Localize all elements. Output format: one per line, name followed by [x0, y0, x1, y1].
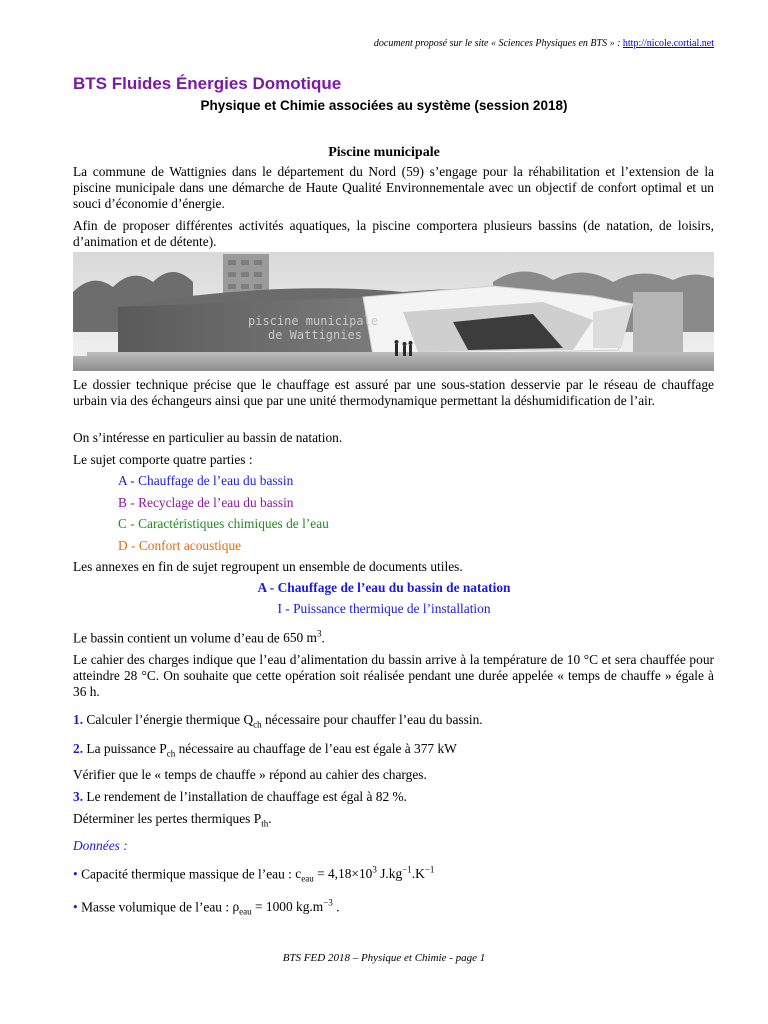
question-2-verify: Vérifier que le « temps de chauffe » répond au cahier des charges. — [73, 767, 427, 782]
density-period: . — [336, 899, 340, 915]
question-2-text-b: nécessaire au chauffage de l’eau est égale à 377 kW — [178, 741, 457, 756]
technical-paragraph: Le dossier technique précise que le chauffage est assuré par une sous-station desservie par le réseau de chauffage urbain via des échangeurs ainsi que par une unité thermodynamique permettant la déshumidification de l’air. — [73, 377, 714, 408]
pool-sign-line1: piscine municipale — [248, 314, 379, 328]
question-1-text-a: Calculer l’énergie thermique — [86, 712, 241, 727]
intro-paragraph: La commune de Wattignies dans le département du Nord (59) s’engage pour la réhabilitation et l’extension de la piscine municipale dans une démarche de Haute Qualité Environnementale avec un objectif de confort optimal et un souci d’économie d’énergie. — [73, 164, 714, 211]
spec-text-c: . On souhaite que cette opération soit réalisée pendant une durée appelée « temps de chauffe » égale à 36 h. — [73, 668, 714, 699]
heat-capacity-value: $c_{eau} = 4,18\times 10^3$ $J.kg^{-1}.K^{-1}$ — [295, 865, 435, 885]
question-1-number: 1. — [73, 712, 84, 727]
page-title: Piscine municipale — [328, 145, 440, 160]
data-heat-capacity — [73, 862, 714, 887]
pool-building-photo — [73, 252, 714, 371]
part-d-label: D - Confort acoustique — [118, 538, 242, 553]
energy-symbol: $Q_{ch}$ — [243, 712, 262, 730]
pool-sign-line2: de Wattignies — [268, 328, 362, 342]
power-symbol: $P_{ch}$ — [159, 741, 176, 759]
volume-value: 650 $m^3$ — [283, 629, 322, 646]
question-2-number: 2. — [73, 741, 84, 756]
question-3-number: 3. — [73, 789, 84, 804]
question-3-period: . — [268, 811, 272, 826]
parts-intro: Le sujet comporte quatre parties : — [73, 452, 253, 467]
specification-paragraph — [73, 652, 714, 700]
question-1-text-b: nécessaire pour chauffer l’eau du bassin. — [264, 712, 483, 727]
question-3-determine — [73, 811, 714, 832]
header-note-text: document proposé sur le site « Sciences Physiques en BTS » : — [373, 38, 621, 49]
temperature-final: 28 °C — [123, 668, 156, 683]
bullet-icon: • — [73, 866, 78, 882]
question-2 — [73, 741, 714, 762]
temperature-initial: 10 °C — [566, 652, 599, 667]
heat-capacity-label: Capacité thermique massique de l’eau : — [81, 866, 292, 882]
bullet-icon: • — [73, 899, 78, 915]
header-note — [374, 38, 714, 49]
data-density — [73, 895, 714, 920]
volume-line — [73, 626, 714, 646]
activities-paragraph: Afin de proposer différentes activités aquatiques, la piscine comportera plusieurs bassins (de natation, de loisirs, d’animation et de détente). — [73, 218, 714, 249]
brand-title: BTS Fluides Énergies Domotique — [73, 74, 342, 93]
annexes-paragraph: Les annexes en fin de sujet regroupent un ensemble de documents utiles. — [73, 559, 463, 574]
page-footer: BTS FED 2018 – Physique et Chimie - page 1 — [282, 952, 486, 964]
spec-text-a: Le cahier des charges indique que l’eau d’alimentation du bassin arrive à la température de — [73, 652, 564, 667]
data-heading: Données : — [73, 838, 128, 853]
section-heading: A - Chauffage de l’eau du bassin de natation — [257, 580, 511, 595]
density-value: $\rho_{eau} = 1000$ $kg.m^{-3}$ — [232, 898, 333, 918]
volume-period: . — [321, 630, 325, 646]
page-subtitle: Physique et Chimie associées au système (session 2018) — [200, 98, 568, 113]
losses-symbol: $P_{th}$ — [253, 811, 269, 829]
part-b-label: B - Recyclage de l’eau du bassin — [118, 495, 294, 510]
part-a-label: A - Chauffage de l’eau du bassin — [118, 473, 294, 488]
spec-text-b: et sera chauffée pour atteindre — [73, 652, 714, 683]
header-link[interactable]: http://nicole.cortial.net — [622, 38, 714, 49]
focus-paragraph: On s’intéresse en particulier au bassin de natation. — [73, 430, 343, 445]
question-3 — [73, 789, 714, 805]
question-2-text-a: La puissance — [86, 741, 156, 756]
question-3-text-a: Le rendement de l’installation de chauffage est égal à 82 %. — [86, 789, 408, 804]
question-1 — [73, 712, 714, 733]
question-3-text-b: Déterminer les pertes thermiques — [73, 811, 251, 826]
section-subheading: I - Puissance thermique de l’installation — [277, 601, 491, 616]
part-c-label: C - Caractéristiques chimiques de l’eau — [118, 516, 329, 531]
volume-text: Le bassin contient un volume d’eau de — [73, 630, 280, 646]
density-label: Masse volumique de l’eau : — [81, 899, 230, 915]
